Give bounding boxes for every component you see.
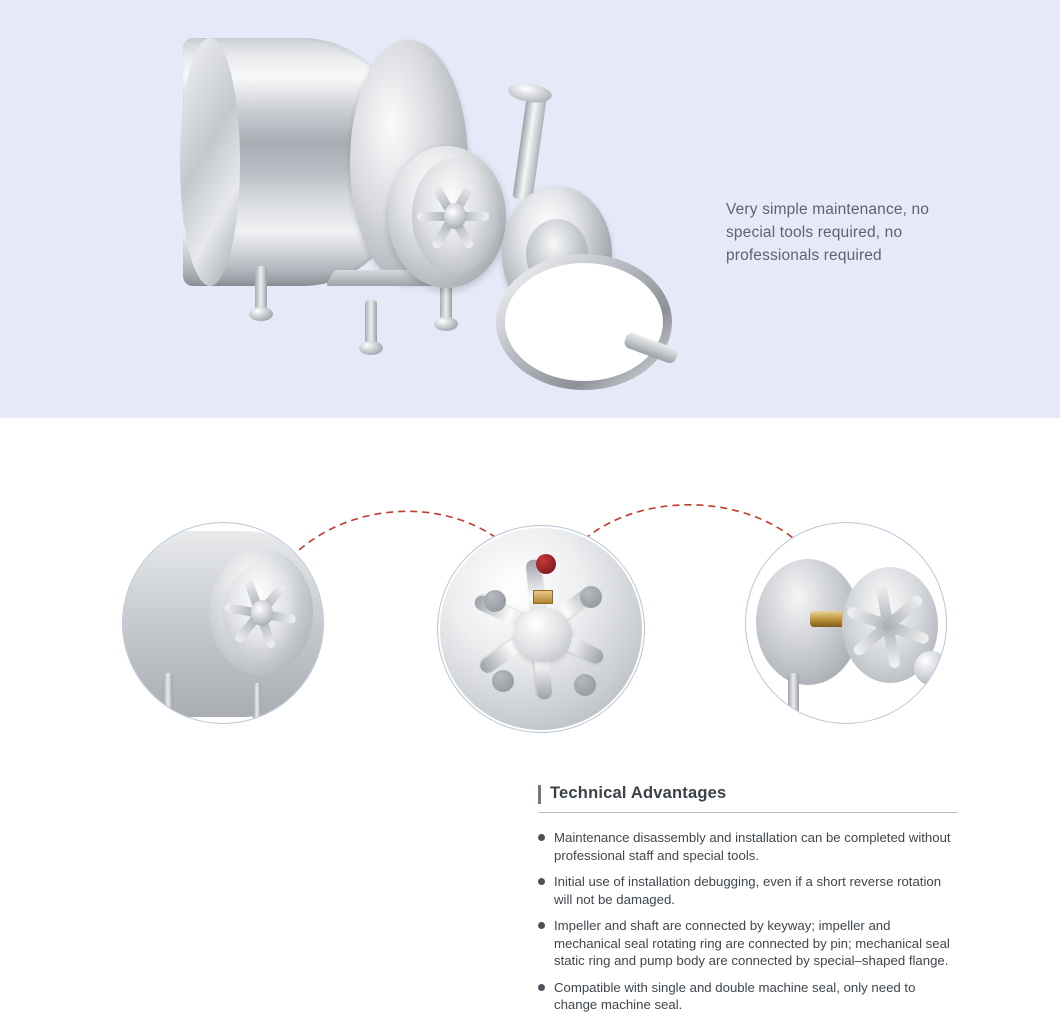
list-item-text: Initial use of installation debugging, even if a short reverse rotation will not be damaged. — [554, 874, 942, 907]
technical-advantages-section — [538, 784, 958, 1023]
technical-advantages-list — [538, 829, 958, 1014]
list-item — [538, 917, 958, 970]
list-item — [538, 873, 958, 908]
bullet-icon — [538, 834, 545, 841]
technical-advantages-header — [538, 784, 958, 813]
keyway-pin — [533, 590, 553, 604]
list-item — [538, 979, 958, 1014]
pump-foot-2 — [365, 300, 377, 348]
lower-section — [0, 418, 1060, 1030]
callout-circle-right — [745, 522, 947, 724]
impeller-hole — [492, 670, 514, 692]
list-item-text: Compatible with single and double machine seal, only need to change machine seal. — [554, 979, 916, 1012]
pin-hole-marker — [536, 554, 556, 574]
bullet-icon — [538, 922, 545, 929]
impeller-center-hub — [514, 608, 572, 662]
callout-circle-left — [122, 522, 324, 724]
callout-right-foot — [788, 673, 799, 717]
pump-foot-1 — [255, 266, 267, 314]
hero-banner — [0, 0, 1060, 418]
hero-banner-inner — [0, 0, 1060, 418]
bullet-icon — [538, 984, 545, 991]
callout-circle-center — [437, 525, 645, 733]
tri-clamp-ring — [496, 254, 672, 390]
impeller-hole — [580, 586, 602, 608]
list-item-text: Maintenance disassembly and installation can be completed without professional staff and special tools. — [554, 830, 951, 863]
callout-right-nut — [914, 651, 947, 685]
motor-rear-cap — [180, 38, 240, 286]
inlet-pipe — [512, 89, 547, 201]
bullet-icon — [538, 878, 545, 885]
callout-left-foot-2 — [253, 683, 261, 723]
pump-impeller — [412, 158, 498, 274]
pump-product-illustration — [150, 18, 710, 398]
callout-left-impeller — [223, 565, 301, 661]
impeller-hub — [251, 600, 273, 626]
banner-caption: Very simple maintenance, no special tools required, no professionals required — [726, 201, 930, 264]
impeller-hole — [574, 674, 596, 696]
callout-center-impeller-face — [440, 528, 642, 730]
technical-advantages-title: Technical Advantages — [550, 784, 727, 802]
list-item-text: Impeller and shaft are connected by keyway; impeller and mechanical seal rotating ring are connected by pin; mechanical seal static ring and pump body are connected by special–shaped flange. — [554, 918, 950, 968]
impeller-hub — [444, 203, 466, 229]
callout-left-foot-1 — [163, 673, 173, 719]
impeller-hole — [484, 590, 506, 612]
list-item — [538, 829, 958, 864]
